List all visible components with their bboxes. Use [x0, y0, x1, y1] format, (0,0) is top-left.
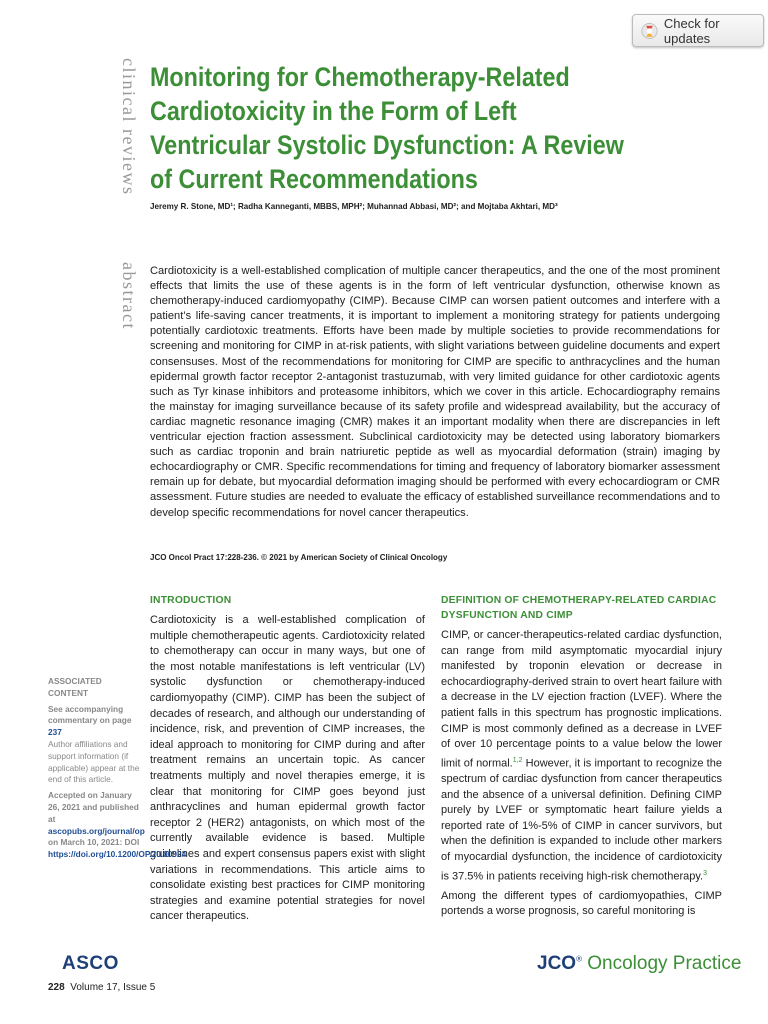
journal-logo: JCO® Oncology Practice [537, 953, 742, 974]
definition-paragraph-2: Among the different types of cardiomyopathies, CIMP portends a worse prognosis, so careful monitoring is [441, 889, 722, 918]
publication-note: Accepted on January 26, 2021 and published at ascopubs.org/journal/op on March 10, 2021: DOI https://doi.org/10.1200/OP.20.00924 [48, 790, 187, 860]
definition-heading: DEFINITION OF CHEMOTHERAPY-RELATED CARDIAC DYSFUNCTION AND CIMP [441, 595, 717, 621]
page-number: 228 [48, 982, 65, 993]
journal-url-link[interactable]: ascopubs.org/journal/op [48, 825, 145, 836]
associated-content-heading: ASSOCIATED CONTENT [48, 676, 102, 698]
author-list: Jeremy R. Stone, MD¹; Radha Kanneganti, MBBS, MPH²; Muhannad Abbasi, MD²; and Mojtaba Akhtari, MD³ [150, 201, 558, 211]
article-title: Monitoring for Chemotherapy-Related Cardiotoxicity in the Form of Left Ventricular Systolic Dysfunction: A Review of Current Recommendations [150, 62, 624, 194]
reference-link[interactable]: 3 [703, 869, 707, 877]
commentary-page-link[interactable]: 237 [48, 727, 62, 738]
citation-line: JCO Oncol Pract 17:228-236. © 2021 by American Society of Clinical Oncology [150, 553, 448, 562]
definition-paragraph-1: CIMP, or cancer-therapeutics-related cardiac dysfunction, can range from mild asymptomatic myocardial injury manifested by troponin elevation or decrease in echocardiography-derived strain to overt heart failure with a decrease in the LV ejection fraction (LVEF). Where the patient falls in this spectrum has prognostic implications. CIMP is most commonly defined as a decrease in LVEF of over 10 percentage points to a value below the lower limit of normal.$^{1,2}$ However, it is important to recognize the spectrum of cardiac dysfunction from cancer therapeutics and the absence of a universal definition. Defining CIMP purely by LVEF or symptomatic heart failure yields a reported rate of 1%-5% of CIMP in cancer survivors, but when the definition is expanded to include other markers of myocardial dysfunction, the incidence of cardiotoxicity is 37.5% in patients receiving high-risk chemotherapy.$^3$ [441, 629, 722, 883]
commentary-note: See accompanying commentary on page 237 [48, 703, 132, 738]
asco-logo: ASCO [62, 953, 119, 974]
check-for-updates-label: Check for updates [663, 15, 720, 46]
definition-section [441, 593, 722, 924]
affiliations-note: Author affiliations and support information (if applicable) appear at the end of this article. [48, 738, 140, 785]
section-label: clinical reviews [119, 58, 139, 196]
crossmark-icon [641, 22, 658, 40]
introduction-section [150, 593, 425, 929]
abstract-text: Cardiotoxicity is a well-established complication of multiple cancer therapeutics, and the one of the most prominent effects that limits the use of these agents is in the form of left ventricular dysfunction, otherwise known as chemotherapy-induced cardiomyopathy (CIMP). Because CIMP can worsen patient outcomes and interfere with a patient’s life-saving cancer treatments, it is important to implement a monitoring strategy for patients undergoing potentially cardiotoxic treatments. Efforts have been made by multiple societies to provide recommendations for screening and monitoring for CIMP in at-risk patients, with slight variations between guideline documents and expert consensuses. Most of the recommendations for monitoring for CIMP are specific to anthracyclines and the human epidermal growth factor receptor 2-antagonist trastuzumab, with very limited guidance for other cardiotoxic agents such as Tyr kinase inhibitors and proteasome inhibitors, which we cover in this article. Echocardiography remains the mainstay for imaging surveillance because of its safety profile and widespread availability, but the accuracy of cardiac magnetic resonance imaging (CMR) makes it an important modality when there are discrepancies in left ventricular ejection fraction assessment. Subclinical cardiotoxicity may be detected using laboratory biomarkers such as cardiac troponin and brain natriuretic peptide as well as myocardial deformation (strain) imaging by echocardiography or CMR. Specific recommendations for timing and frequency of laboratory biomarker assessment remain up for debate, but myocardial deformation imaging should be performed with every echocardiogram or CMR assessment. Future studies are needed to evaluate the efficacy of established surveillance recommendations and to develop specific recommendations for novel cancer therapeutics. [150, 265, 720, 519]
introduction-heading: INTRODUCTION [150, 595, 232, 606]
page-footer [48, 982, 155, 993]
abstract-label: abstract [119, 262, 139, 330]
volume-issue: Volume 17, Issue 5 [70, 982, 156, 993]
introduction-body: Cardiotoxicity is a well-established complication of multiple chemotherapeutic agents. Cardiotoxicity related to chemotherapy can occur in many ways, but one of the most notable manifestations is left ventricular (LV) systolic dysfunction or chemotherapy-induced cardiomyopathy (CIMP). CIMP has been the subject of decades of research, and although our understanding of incidence, risk, and prevention of CIMP increases, the ideal approach to monitoring for CIMP during and after treatment remains an uncertain topic. As cancer treatments multiply and novel therapies emerge, it is clear that monitoring for CIMP goes beyond just anthracyclines and human epidermal growth factor receptor 2 (HER2) antagonists, on which most of the currently available evidence is based. Multiple guidelines and expert consensus papers exist with slight variations in recommendations. This article aims to consolidate existing best practices for CIMP monitoring strategies and examine potential strategies for novel cancer therapeutics. [150, 614, 425, 923]
doi-link[interactable]: https://doi.org/10.1200/OP.20.00924 [48, 849, 187, 860]
check-for-updates-button[interactable] [632, 14, 764, 47]
associated-content-sidebar [48, 676, 187, 861]
reference-link[interactable]: 1,2 [512, 756, 523, 764]
